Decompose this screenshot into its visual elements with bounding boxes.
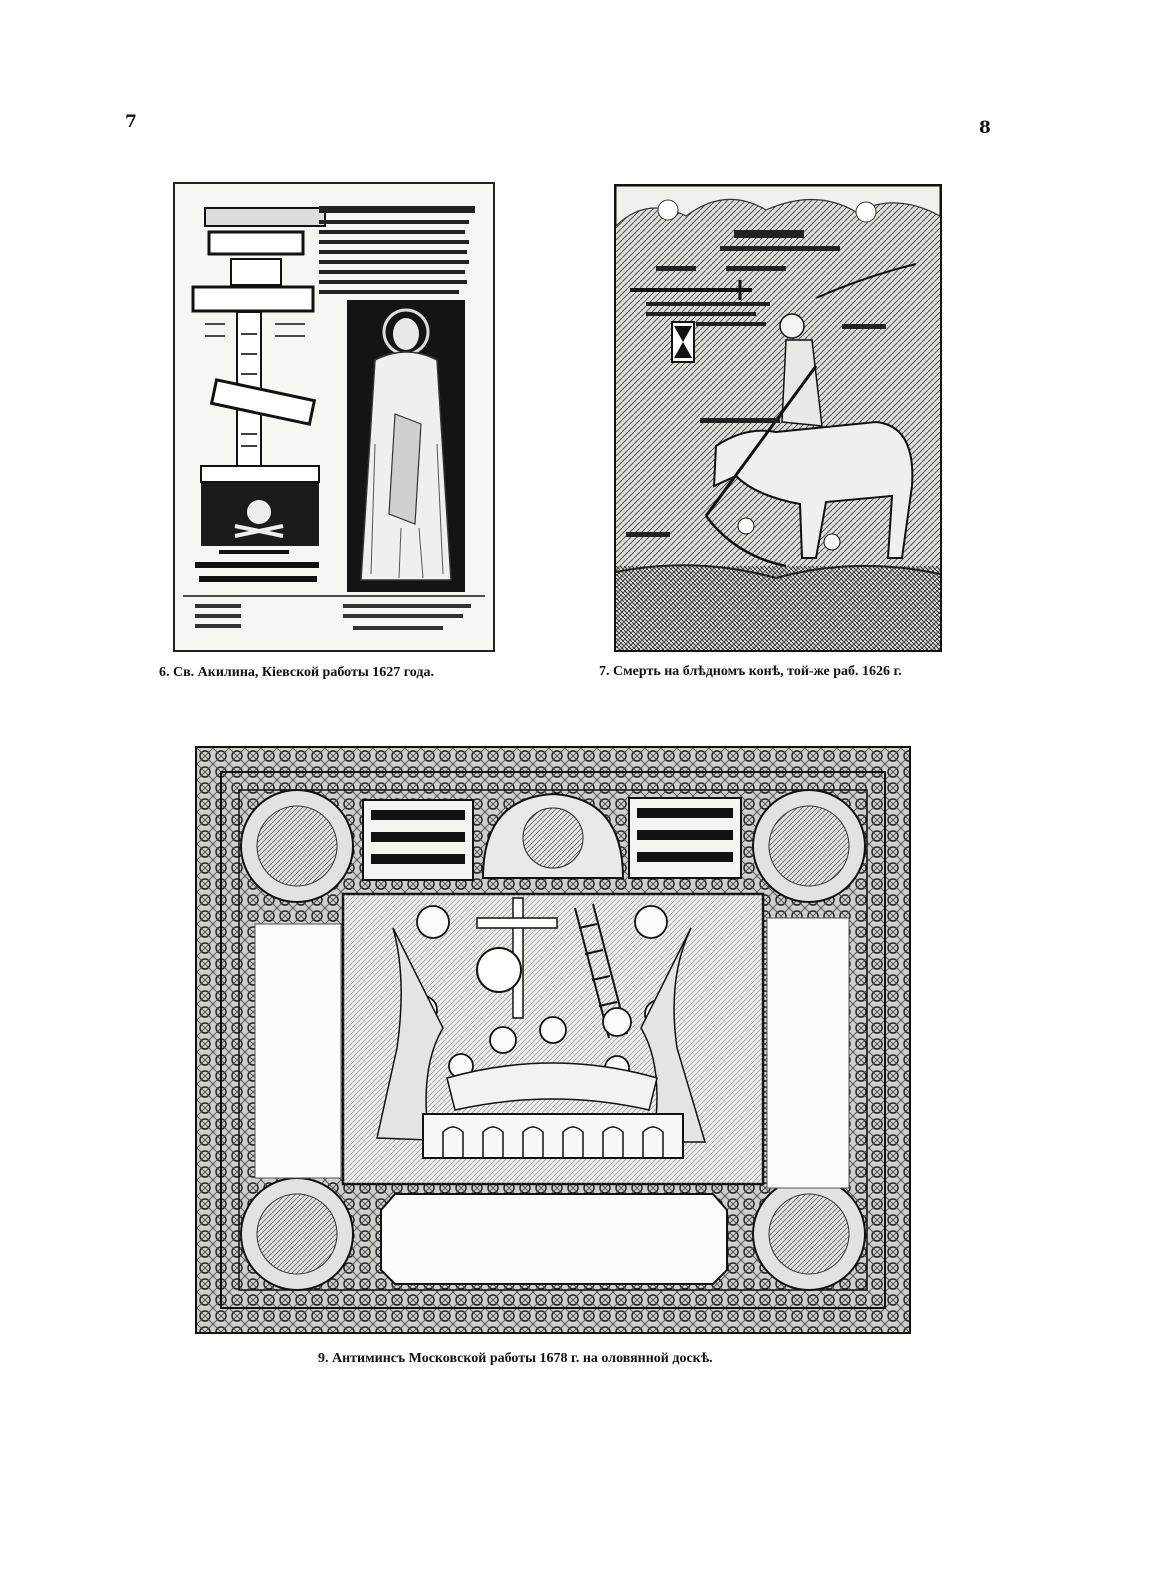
figure-7-engraving bbox=[614, 184, 942, 652]
death-on-pale-horse-illustration bbox=[616, 186, 940, 650]
page-number-right: 8 bbox=[979, 118, 991, 138]
antimension-illustration bbox=[197, 748, 909, 1332]
figure-9-caption: 9. Антиминсъ Московской работы 1678 г. на оловянной доскѣ. bbox=[318, 1351, 713, 1366]
figure-6-caption: 6. Св. Акилина, Кіевской работы 1627 года. bbox=[159, 665, 434, 680]
st-akilina-illustration bbox=[175, 184, 493, 650]
page-number-left: 7 bbox=[125, 112, 137, 132]
figure-7-caption: 7. Смерть на блѣдномъ конѣ, той-же раб. 1626 г. bbox=[599, 664, 902, 679]
figure-9-engraving bbox=[195, 746, 911, 1334]
figure-6-engraving bbox=[173, 182, 495, 652]
